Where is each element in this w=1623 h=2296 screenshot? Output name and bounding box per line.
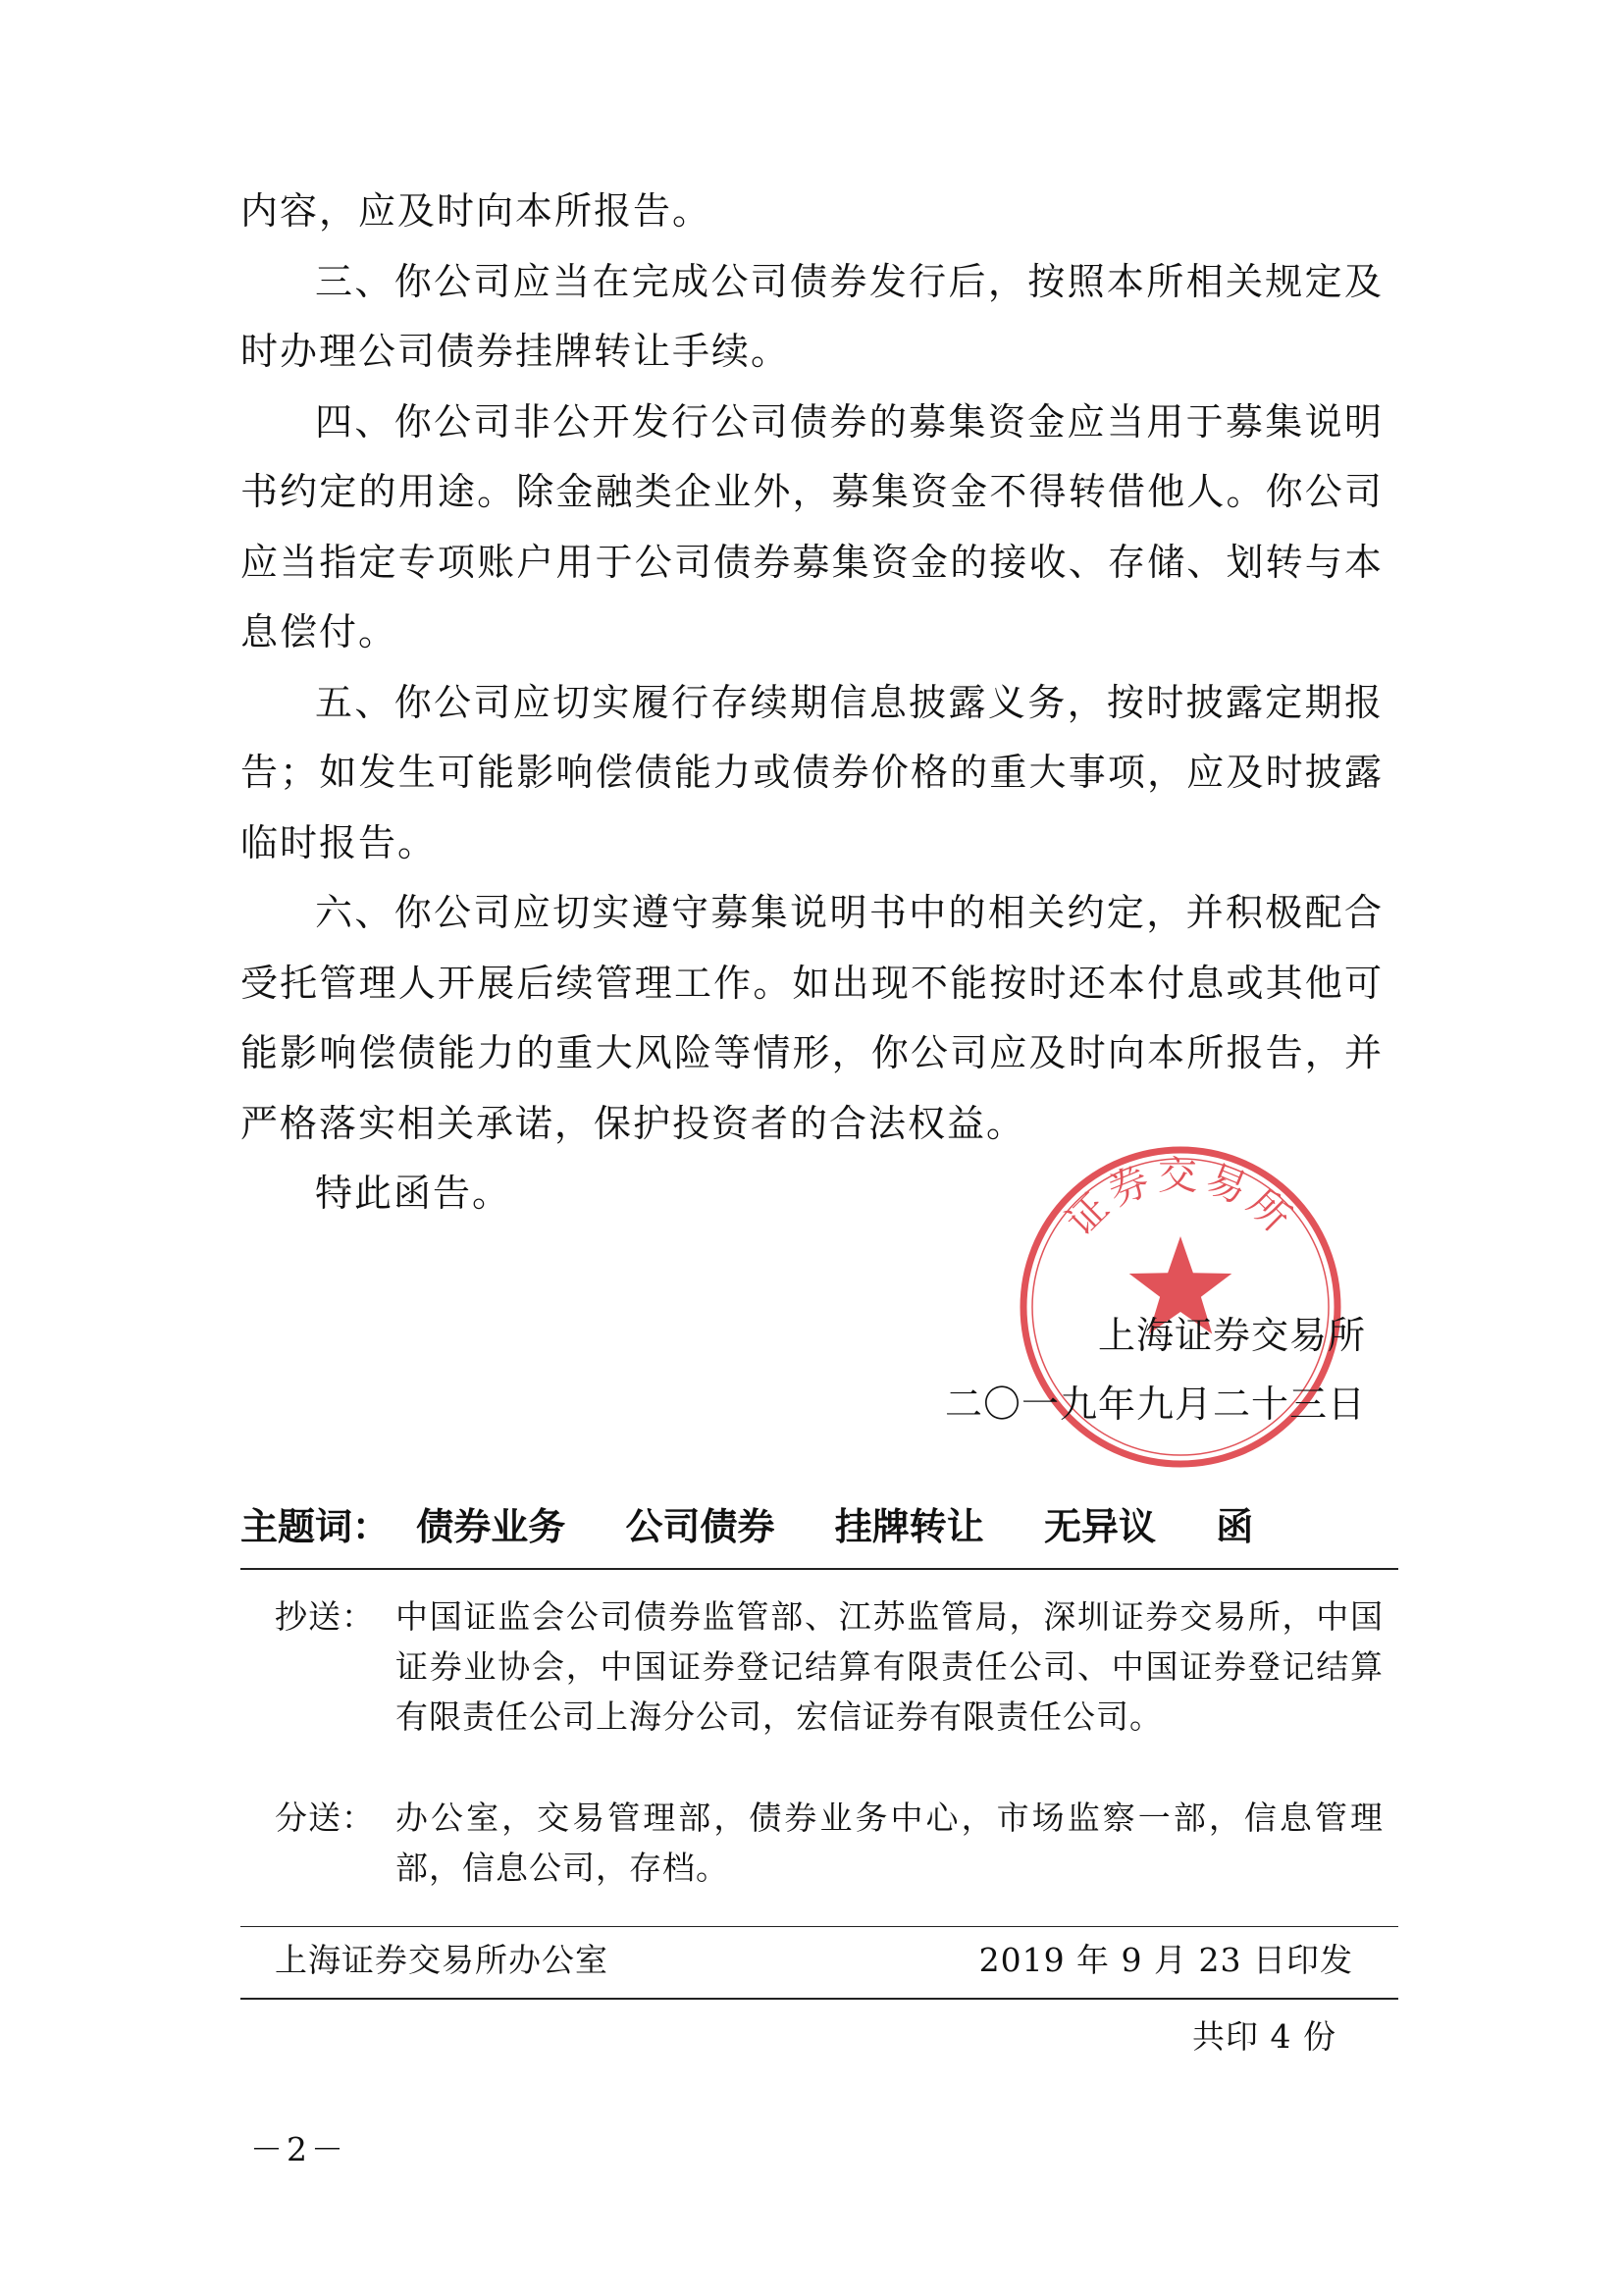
print-copies: 共印 4 份 — [1192, 2017, 1336, 2056]
internal-distribution-recipients: 办公室，交易管理部，债券业务中心，市场监察一部，信息管理部，信息公司，存档。 — [395, 1799, 1384, 1887]
divider-bottom — [240, 1998, 1398, 2000]
keyword-item: 挂牌转让 — [834, 1505, 984, 1548]
page-number: －2－ — [250, 2130, 347, 2168]
internal-distribution-label: 分送： — [275, 1799, 375, 1837]
issue-date: 2019 年 9 月 23 日印发 — [978, 1941, 1353, 1979]
keyword-item: 公司债券 — [625, 1505, 775, 1548]
letter-body — [240, 177, 1384, 1229]
body-paragraph-continuation: 内容，应及时向本所报告。 — [240, 189, 712, 233]
body-paragraph-item-3: 三、你公司应当在完成公司债券发行后，按照本所相关规定及时办理公司债券挂牌转让手续。 — [240, 259, 1384, 373]
carbon-copy-section — [275, 1592, 1384, 1742]
signature-date: 二〇一九年九月二十三日 — [944, 1383, 1366, 1426]
body-paragraph-item-5: 五、你公司应切实履行存续期信息披露义务，按时披露定期报告；如发生可能影响偿债能力或债券价格的重大事项，应及时披露临时报告。 — [240, 680, 1384, 864]
body-paragraph-item-4: 四、你公司非公开发行公司债券的募集资金应当用于募集说明书约定的用途。除金融类企业外，募集资金不得转借他人。你公司应当指定专项账户用于公司债券募集资金的接收、存储、划转与本息偿付。 — [240, 399, 1384, 653]
internal-distribution-section — [275, 1793, 1384, 1893]
signature-organization: 上海证券交易所 — [1097, 1314, 1366, 1357]
keywords-label: 主题词： — [240, 1505, 391, 1548]
body-paragraph-closing: 特此函告。 — [315, 1172, 512, 1215]
cc-label: 抄送： — [275, 1597, 375, 1636]
divider-middle — [240, 1926, 1398, 1927]
keyword-item: 无异议 — [1044, 1505, 1157, 1548]
seal-text: 证券交易所 — [1058, 1153, 1303, 1245]
cc-recipients: 中国证监会公司债券监管部、江苏监管局，深圳证券交易所，中国证券业协会，中国证券登记结算有限责任公司、中国证券登记结算有限责任公司上海分公司，宏信证券有限责任公司。 — [395, 1597, 1384, 1736]
svg-text:证券交易所 — [1058, 1153, 1302, 1244]
subject-keywords — [240, 1496, 1398, 1550]
keyword-item: 函 — [1216, 1505, 1254, 1548]
issuing-office: 上海证券交易所办公室 — [275, 1941, 608, 1979]
divider-top — [240, 1568, 1398, 1570]
body-paragraph-item-6: 六、你公司应切实遵守募集说明书中的相关约定，并积极配合受托管理人开展后续管理工作。如出现不能按时还本付息或其他可能影响偿债能力的重大风险等情形，你公司应及时向本所报告，并严格落实相关承诺，保护投资者的合法权益。 — [240, 891, 1384, 1145]
keyword-item: 债券业务 — [416, 1505, 566, 1548]
